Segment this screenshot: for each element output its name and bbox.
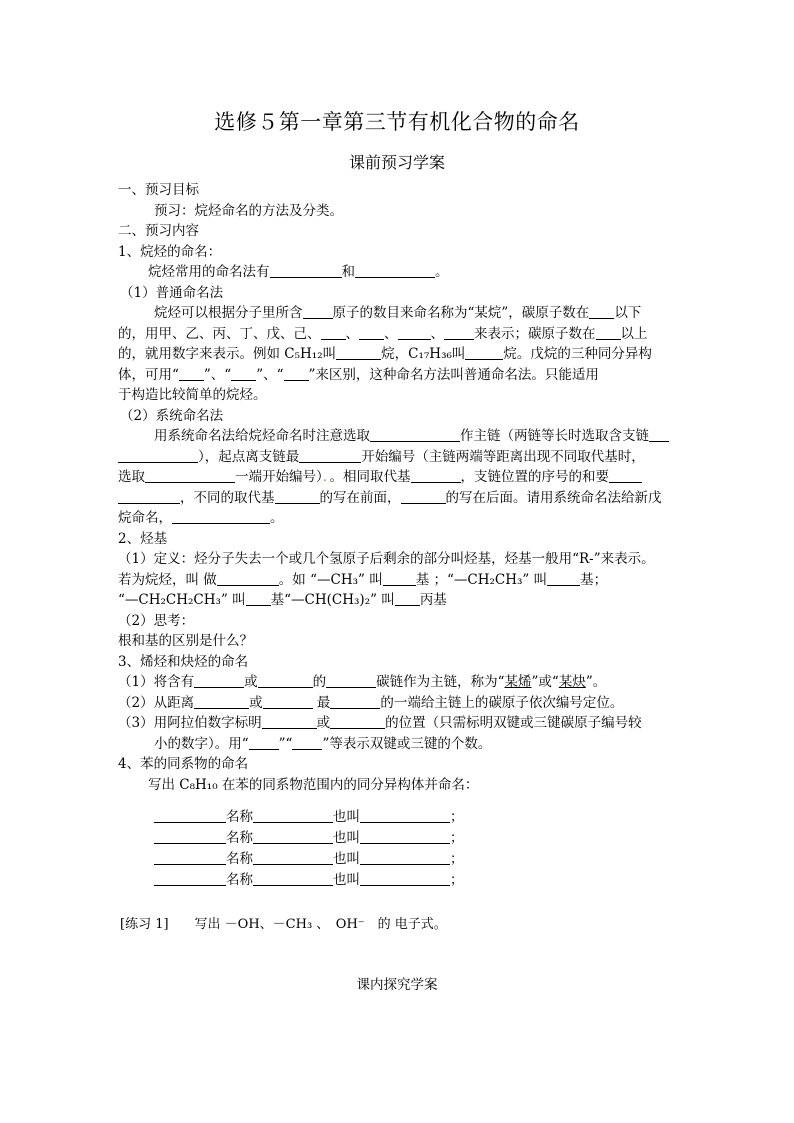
section-footer-title: 课内探究学案 [356, 977, 438, 993]
fill-blank[interactable] [299, 448, 361, 463]
fill-blank[interactable] [589, 304, 614, 319]
fill-blank[interactable] [547, 571, 580, 586]
isomer-row: 名称 也叫 ； [118, 828, 678, 849]
fill-blank[interactable] [249, 735, 279, 750]
paragraph-line: 小的数字）。用“ ”“ ”等表示双键或三键的个数。 [154, 735, 492, 752]
paragraph-line: 选取 一端开始编号）．。相同取代基 ，支链位置的序号的和要 [118, 467, 678, 488]
section-heading: 二、预习内容 [118, 223, 199, 239]
fill-blank[interactable] [194, 673, 244, 688]
fill-blank[interactable] [262, 714, 317, 729]
fill-blank[interactable] [330, 714, 385, 729]
paragraph-line: 于构造比较简单的烷烃。 [118, 387, 267, 403]
subsection-heading: 3、烯烃和炔烃的命名 [118, 653, 249, 670]
fill-blank[interactable] [253, 829, 333, 844]
fill-blank[interactable] [321, 325, 346, 340]
fill-blank[interactable] [398, 325, 431, 340]
fill-blank[interactable] [275, 489, 320, 504]
paragraph-line: 若为烷烃，叫 做 。如 “—CH₃” 叫 基 ；“—CH₂CH₃” 叫 基； [118, 571, 608, 588]
subsection-heading: 1、烷烃的命名： [118, 243, 222, 260]
paragraph-line: （1）定义：烃分子失去一个或几个氢原子后剩余的部分叫烃基，烃基一般用“R-”来表示。 [118, 551, 655, 567]
paragraph-line: （2）从距离 或 最 的一端给主链上的碳原子依次编号定位。 [118, 694, 624, 711]
fill-blank[interactable] [360, 871, 450, 886]
fill-blank[interactable] [292, 735, 322, 750]
fill-blank[interactable] [154, 808, 226, 823]
paragraph-line: ），起点离支链最 开始编号（主链两端等距离出现不同取代基时， [118, 447, 678, 468]
fill-blank[interactable] [370, 427, 460, 442]
paragraph-line: 用系统命名法给烷烃命名时注意选取 作主链（两链等长时选取含支链 [118, 426, 678, 447]
isomer-row: 名称 也叫 ； [118, 849, 678, 870]
fill-blank[interactable] [284, 366, 309, 381]
fill-blank[interactable] [118, 448, 198, 463]
subsection-heading: （1）普通命名法 [120, 284, 224, 301]
preview-goal: 预习：烷烃命名的方法及分类。 [154, 202, 343, 219]
fill-blank[interactable] [263, 694, 313, 709]
subsection-heading: （2）系统命名法 [120, 407, 224, 424]
paragraph-line: 烷烃常用的命名法有 和 。 [148, 264, 449, 280]
fill-blank[interactable] [258, 673, 313, 688]
fill-blank[interactable] [145, 468, 235, 483]
question-text: 根和基的区别是什么？ [118, 633, 253, 649]
paragraph-line: （3）用阿拉伯数字标明 或 的位置（只需标明双键或三键碳原子编号较 [118, 715, 642, 731]
fill-blank[interactable] [217, 571, 279, 586]
fill-blank[interactable] [154, 871, 226, 886]
subsection-heading: 4、苯的同系物的命名 [118, 756, 249, 772]
fill-blank[interactable] [118, 489, 180, 504]
fill-blank[interactable] [154, 850, 226, 865]
paragraph-line: 的，就用数字来表示。例如 C₅H₁₂叫 烷，C₁₇H₃₆叫 烷。戊烷的三种同分异构 [118, 346, 652, 362]
fill-blank[interactable] [360, 808, 450, 823]
paragraph-line: （2）思考： [118, 612, 195, 629]
fill-blank[interactable] [383, 571, 416, 586]
fill-blank[interactable] [649, 427, 669, 442]
fill-blank[interactable] [231, 366, 256, 381]
fill-blank[interactable] [359, 325, 384, 340]
fill-blank[interactable] [330, 694, 380, 709]
fill-blank[interactable] [360, 829, 450, 844]
paragraph-line: ，不同的取代基 的写在前面， 的写在后面。请用系统命名法给新戊 [118, 488, 678, 509]
exercise-1: [练习 1] 写出 －OH、－CH₃ 、 OH⁻ 的 电子式。 [120, 917, 447, 932]
fill-blank[interactable] [465, 345, 503, 360]
fill-blank[interactable] [253, 871, 333, 886]
paragraph-line: 写出 C₈H₁₀ 在苯的同系物范围内的同分异构体并命名： [148, 776, 479, 793]
paragraph-line: 烷命名， 。 [118, 510, 284, 526]
paragraph-line: 体，可用“ ”、“ ”、“ ”来区别，这种命名方法叫普通命名法。只能适用 [118, 366, 599, 383]
fill-blank[interactable] [303, 304, 333, 319]
fill-blank[interactable] [270, 263, 342, 278]
document-body [118, 180, 678, 891]
fill-blank[interactable] [596, 325, 621, 340]
paragraph-line: “—CH₂CH₂CH₃” 叫 基“—CH(CH₃)₂” 叫 丙基 [118, 592, 447, 608]
fill-blank[interactable] [609, 468, 642, 483]
page-subtitle: 课前预习学案 [348, 153, 445, 172]
fill-blank[interactable] [172, 509, 270, 524]
subsection-heading: 2、烃基 [118, 530, 168, 547]
isomer-row: 名称 也叫 ； [118, 870, 678, 891]
isomer-row: 名称 也叫 ； [118, 807, 678, 828]
fill-blank[interactable] [395, 591, 420, 606]
fill-blank[interactable] [401, 489, 446, 504]
fill-blank[interactable] [360, 850, 450, 865]
fill-blank[interactable] [194, 694, 249, 709]
fill-blank[interactable] [444, 325, 474, 340]
fill-blank[interactable] [355, 263, 435, 278]
section-heading: 一、预习目标 [118, 182, 199, 198]
paragraph-line: （1）将含有 或 的 碳链作为主链，称为“某烯”或“某炔”。 [118, 674, 607, 690]
fill-blank[interactable] [154, 829, 226, 844]
fill-blank[interactable] [336, 345, 381, 360]
paragraph-line: 烷烃可以根据分子里所含 原子的数目来命名称为“某烷”，碳原子数在 以下 [154, 305, 642, 321]
page-title: 选修５第一章第三节有机化合物的命名 [214, 110, 580, 134]
fill-blank[interactable] [326, 673, 376, 688]
fill-blank[interactable] [179, 366, 204, 381]
fill-blank[interactable] [411, 468, 461, 483]
fill-blank[interactable] [246, 591, 271, 606]
fill-blank[interactable] [253, 808, 333, 823]
paragraph-line: 的，用甲、乙、丙、丁、戊、己、 、 、 、 来表示；碳原子数在 以上 [118, 325, 648, 342]
fill-blank[interactable] [253, 850, 333, 865]
